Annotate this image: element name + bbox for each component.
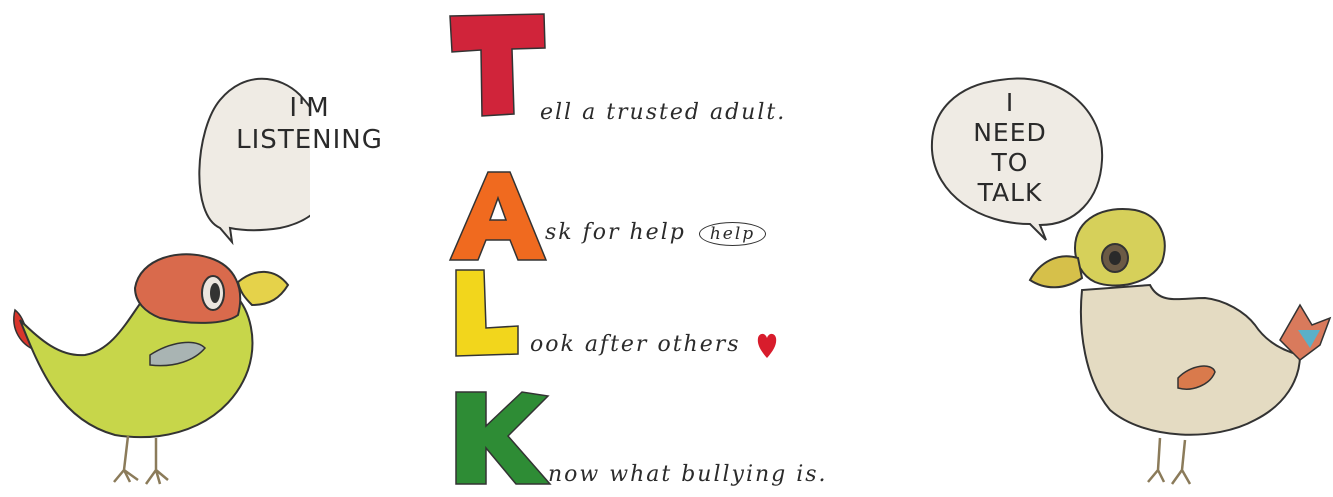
- right-bubble-line-4: TALK: [977, 178, 1043, 207]
- right-bubble-line-1: I: [1005, 88, 1015, 117]
- left-bubble-line-1: I'M: [289, 93, 330, 123]
- right-bubble-line-3: TO: [991, 148, 1029, 177]
- left-bubble-line-2: LISTENING: [236, 125, 383, 155]
- acronym-line-l-text: ook after others: [530, 332, 741, 357]
- right-bubble-text: [945, 88, 1075, 208]
- left-bubble-text: [222, 92, 397, 156]
- help-scribble-bubble: help: [699, 222, 766, 246]
- right-bubble-line-2: NEED: [973, 118, 1047, 147]
- letter-k-block: [452, 388, 552, 488]
- acronym-line-t: [540, 100, 786, 125]
- heart-icon: [756, 330, 778, 360]
- letter-t-block: [448, 12, 548, 117]
- acronym-line-a: [545, 220, 766, 246]
- acronym-line-k: [548, 462, 828, 487]
- letter-a-block: [448, 168, 548, 263]
- letter-l-block: [452, 268, 522, 358]
- acronym-line-a-text: sk for help: [545, 220, 686, 245]
- acronym-line-k-text: now what bullying is.: [548, 462, 828, 487]
- acronym-line-t-text: ell a trusted adult.: [540, 100, 787, 125]
- acronym-line-l: [530, 330, 778, 360]
